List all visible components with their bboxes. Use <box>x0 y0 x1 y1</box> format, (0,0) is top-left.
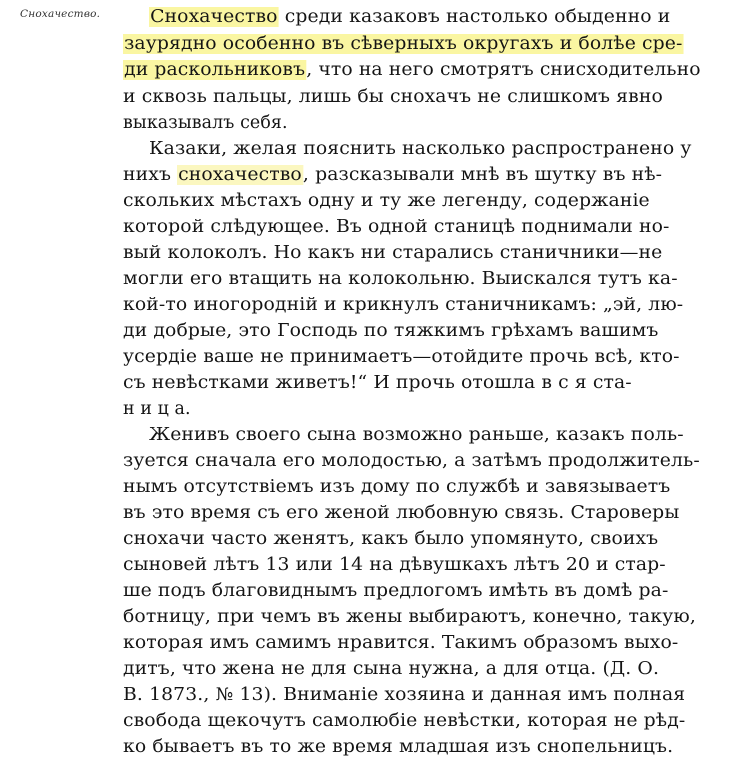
line-text: выказывалъ себя. <box>123 113 288 133</box>
line-text: В. 1873., № 13). Вниманіе хозяина и данная имъ полная <box>123 685 686 705</box>
line-text: могли его втащить на колокольню. Выискался тутъ ка- <box>123 269 678 289</box>
line-text: Женивъ своего сына возможно раньше, казакъ поль- <box>149 425 684 445</box>
highlighted-text: Снохачество <box>150 7 278 27</box>
line-text: съ невѣстками живетъ!“ И прочь отошла в с я ста- <box>123 373 632 393</box>
text-line <box>123 526 658 552</box>
text-line <box>123 396 191 422</box>
text-line <box>123 656 659 682</box>
text-line <box>123 57 701 83</box>
line-text: усердіе ваше не принимаетъ—отойдите прочь всѣ, кто- <box>123 347 680 367</box>
text-line <box>149 136 691 162</box>
text-line <box>123 214 669 240</box>
line-text: сыновей лѣтъ 13 или 14 на дѣвушкахъ лѣтъ 20 и стар- <box>123 555 666 575</box>
line-text: дитъ, что жена не для сына нужна, а для отца. (Д. О. <box>123 659 660 679</box>
line-text: среди казаковъ настолько обыденно и <box>278 7 671 27</box>
text-line <box>123 344 680 370</box>
text-line <box>149 4 670 30</box>
line-text: которой слѣдующее. Въ одной станицѣ поднимали но- <box>123 217 670 237</box>
line-text: ди добрые, это Господь по тяжкимъ грѣхамъ вашимъ <box>123 321 659 341</box>
text-line <box>123 266 678 292</box>
text-line <box>123 682 685 708</box>
text-line <box>123 31 684 57</box>
text-line <box>123 552 666 578</box>
line-text: нихъ <box>123 165 178 185</box>
text-line <box>123 500 679 526</box>
line-text: свобода щекочутъ самолюбіе невѣстки, которая не рѣд- <box>123 711 686 731</box>
text-line <box>123 370 632 396</box>
line-text: ше подъ благовиднымъ предлогомъ имѣть въ домѣ ра- <box>123 581 669 601</box>
line-text: , что на него смотрятъ снисходительно <box>306 60 701 80</box>
line-text: ботницу, при чемъ въ жены выбираютъ, конечно, такую, <box>123 607 696 627</box>
text-line <box>123 604 696 630</box>
text-line <box>123 578 668 604</box>
line-text: снохачи часто женятъ, какъ было упомянуто, своихъ <box>123 529 659 549</box>
line-text: скольких мѣстахъ одну и ту же легенду, содержаніе <box>123 191 650 211</box>
line-text: н и ц а. <box>123 399 191 419</box>
text-line <box>123 448 700 474</box>
text-line <box>123 188 650 214</box>
line-text: которая имъ самимъ нравится. Такимъ образомъ выхо- <box>123 633 679 653</box>
highlighted-text: снохачество <box>178 165 302 185</box>
line-text: и сквозь пальцы, лишь бы снохачъ не слишкомъ явно <box>123 87 663 107</box>
line-text: кой-то иногородній и крикнулъ станичникамъ: „эй, лю- <box>123 295 684 315</box>
line-text: зуется сначала его молодостью, а затѣмъ продолжитель- <box>123 451 700 471</box>
highlighted-text: зауряднo особенно въ сѣверныхъ округахъ и болѣе сре- <box>124 34 683 54</box>
text-line <box>123 110 288 136</box>
text-line <box>123 240 662 266</box>
text-line <box>123 162 662 188</box>
text-line <box>123 734 673 760</box>
line-text: вый колоколъ. Но какъ ни старались станичники—не <box>123 243 663 263</box>
highlighted-text: ди раскольниковъ <box>124 60 306 80</box>
text-line <box>123 474 670 500</box>
line-text: въ это время съ его женой любовную связь. Староверы <box>123 503 680 523</box>
text-line <box>123 292 683 318</box>
line-text: Казаки, желая пояснить насколько распространено у <box>149 139 692 159</box>
line-text: ко бываетъ въ то же время младшая изъ снопельницъ. <box>123 737 674 757</box>
text-column <box>123 0 701 757</box>
text-line <box>123 318 658 344</box>
text-line <box>123 708 685 734</box>
text-line <box>123 84 663 110</box>
text-line <box>149 422 684 448</box>
line-text: , разсказывали мнѣ въ шутку въ нѣ- <box>302 165 663 185</box>
text-line <box>123 630 678 656</box>
line-text: нымъ отсутствіемъ изъ дому по службѣ и завязываетъ <box>123 477 671 497</box>
margin-note: Снохачество. <box>20 8 101 20</box>
